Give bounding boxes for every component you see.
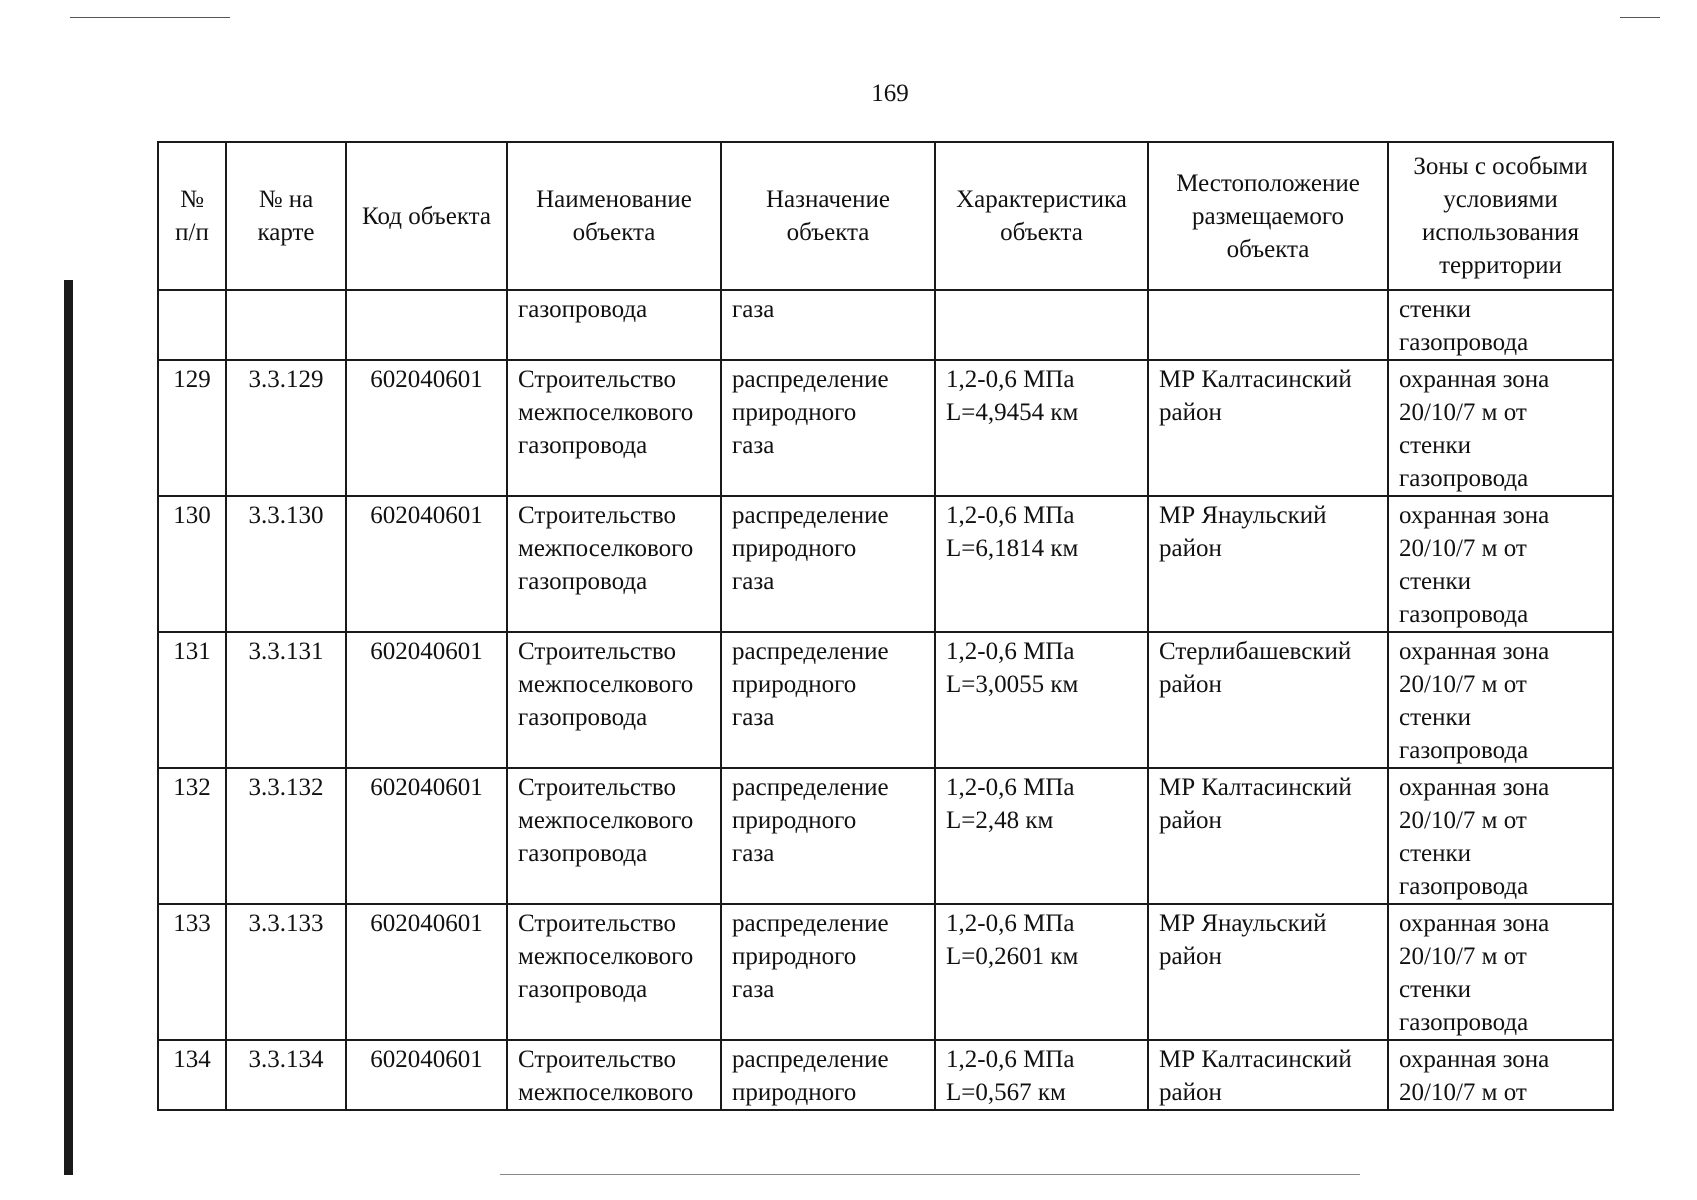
cell-line: межпоселкового	[518, 943, 694, 970]
column-header-map_no	[226, 142, 346, 290]
cell-line: L=4,9454 км	[946, 399, 1079, 426]
table-row	[158, 360, 1613, 496]
cell-num: 130	[158, 496, 226, 632]
cell-name	[507, 904, 721, 1040]
cell-line: природного	[732, 1079, 857, 1106]
cell-line: МР Янаульский	[1159, 502, 1327, 529]
cell-characteristic	[935, 904, 1148, 1040]
table-row	[158, 290, 1613, 360]
cell-line: МР Калтасинский	[1159, 366, 1352, 393]
page-number: 169	[871, 80, 909, 107]
cell-purpose	[721, 360, 935, 496]
cell-line: район	[1159, 671, 1222, 698]
cell-line: природного	[732, 943, 857, 970]
cell-line: газа	[732, 432, 775, 459]
cell-purpose	[721, 768, 935, 904]
cell-line: 1,2-0,6 МПа	[946, 774, 1075, 801]
cell-line: 20/10/7 м от	[1399, 943, 1527, 970]
cell-location	[1148, 768, 1388, 904]
cell-line: газопровода	[1399, 737, 1529, 764]
cell-location	[1148, 904, 1388, 1040]
cell-code	[346, 290, 507, 360]
cell-line: L=0,2601 км	[946, 943, 1079, 970]
cell-purpose	[721, 632, 935, 768]
cell-num: 129	[158, 360, 226, 496]
cell-line: газопровода	[1399, 329, 1529, 356]
cell-line: распределение	[732, 366, 889, 393]
cell-location	[1148, 632, 1388, 768]
column-header-code	[346, 142, 507, 290]
cell-line: стенки	[1399, 432, 1472, 459]
cell-line: природного	[732, 671, 857, 698]
cell-line: природного	[732, 399, 857, 426]
cell-line: охранная зона	[1399, 774, 1550, 801]
cell-line: L=6,1814 км	[946, 535, 1079, 562]
cell-location	[1148, 496, 1388, 632]
cell-line: охранная зона	[1399, 502, 1550, 529]
cell-line: 20/10/7 м от	[1399, 1079, 1527, 1106]
cell-line: стенки	[1399, 840, 1472, 867]
cell-line: газопровода	[518, 296, 648, 323]
cell-purpose	[721, 904, 935, 1040]
column-header-line: Зоны с особыми	[1413, 153, 1588, 180]
cell-line: газа	[732, 296, 775, 323]
cell-zones	[1388, 1040, 1613, 1110]
table-body	[158, 290, 1613, 1110]
cell-line: стенки	[1399, 976, 1472, 1003]
cell-name	[507, 290, 721, 360]
cell-zones	[1388, 768, 1613, 904]
cell-line: район	[1159, 807, 1222, 834]
cell-line: природного	[732, 535, 857, 562]
cell-num	[158, 290, 226, 360]
cell-line: распределение	[732, 774, 889, 801]
column-header-line: №	[180, 186, 204, 213]
table-row	[158, 496, 1613, 632]
cell-location	[1148, 290, 1388, 360]
cell-map_no: 3.3.131	[226, 632, 346, 768]
cell-line: Строительство	[518, 502, 677, 529]
cell-line: 20/10/7 м от	[1399, 399, 1527, 426]
cell-zones	[1388, 632, 1613, 768]
cell-characteristic	[935, 1040, 1148, 1110]
cell-line: район	[1159, 1079, 1222, 1106]
cell-code: 602040601	[346, 1040, 507, 1110]
cell-num: 132	[158, 768, 226, 904]
cell-line: межпоселкового	[518, 399, 694, 426]
column-header-zones	[1388, 142, 1613, 290]
cell-characteristic	[935, 290, 1148, 360]
cell-name	[507, 768, 721, 904]
cell-line: газа	[732, 568, 775, 595]
cell-purpose	[721, 496, 935, 632]
cell-num: 134	[158, 1040, 226, 1110]
cell-code: 602040601	[346, 496, 507, 632]
cell-line: газопровода	[1399, 1009, 1529, 1036]
column-header-location	[1148, 142, 1388, 290]
cell-line: распределение	[732, 638, 889, 665]
cell-line: охранная зона	[1399, 910, 1550, 937]
table-row	[158, 632, 1613, 768]
cell-code: 602040601	[346, 768, 507, 904]
cell-line: межпоселкового	[518, 671, 694, 698]
cell-line: Строительство	[518, 774, 677, 801]
column-header-line: Местоположение	[1176, 169, 1360, 197]
cell-line: межпоселкового	[518, 535, 694, 562]
cell-line: газопровода	[518, 568, 648, 595]
column-header-line: территории	[1439, 252, 1562, 279]
cell-name	[507, 496, 721, 632]
cell-map_no: 3.3.132	[226, 768, 346, 904]
cell-map_no: 3.3.129	[226, 360, 346, 496]
cell-map_no: 3.3.134	[226, 1040, 346, 1110]
cell-line: Строительство	[518, 638, 677, 665]
table-row	[158, 1040, 1613, 1110]
cell-code: 602040601	[346, 904, 507, 1040]
cell-line: газопровода	[1399, 873, 1529, 900]
cell-zones	[1388, 360, 1613, 496]
cell-line: Строительство	[518, 366, 677, 393]
cell-line: 20/10/7 м от	[1399, 535, 1527, 562]
cell-characteristic	[935, 360, 1148, 496]
cell-line: 1,2-0,6 МПа	[946, 910, 1075, 937]
cell-location	[1148, 1040, 1388, 1110]
cell-line: 20/10/7 м от	[1399, 807, 1527, 834]
column-header-line: № на	[258, 186, 314, 213]
cell-line: газопровода	[518, 704, 648, 731]
cell-zones	[1388, 290, 1613, 360]
cell-line: газопровода	[1399, 601, 1529, 628]
column-header-line: использования	[1422, 219, 1579, 246]
cell-line: газопровода	[1399, 465, 1529, 492]
cell-zones	[1388, 496, 1613, 632]
cell-line: стенки	[1399, 296, 1472, 323]
cell-line: газа	[732, 840, 775, 867]
cell-line: L=3,0055 км	[946, 671, 1079, 698]
cell-line: газопровода	[518, 976, 648, 1003]
cell-line: межпоселкового	[518, 1079, 694, 1106]
cell-line: газопровода	[518, 840, 648, 867]
cell-line: 20/10/7 м от	[1399, 671, 1527, 698]
cell-line: Строительство	[518, 910, 677, 937]
cell-characteristic	[935, 768, 1148, 904]
column-header-line: условиями	[1443, 186, 1558, 213]
cell-characteristic	[935, 496, 1148, 632]
cell-num: 131	[158, 632, 226, 768]
column-header-line: объекта	[1000, 219, 1083, 246]
cell-line: МР Янаульский	[1159, 910, 1327, 937]
column-header-line: объекта	[786, 219, 870, 246]
cell-code: 602040601	[346, 360, 507, 496]
cell-line: L=2,48 км	[946, 807, 1054, 834]
cell-line: район	[1159, 399, 1222, 426]
cell-line: стенки	[1399, 704, 1472, 731]
cell-zones	[1388, 904, 1613, 1040]
cell-line: газа	[732, 976, 775, 1003]
cell-line: распределение	[732, 502, 889, 529]
cell-map_no: 3.3.130	[226, 496, 346, 632]
cell-line: район	[1159, 943, 1222, 970]
column-header-line: карте	[257, 219, 315, 246]
cell-line: охранная зона	[1399, 1046, 1550, 1073]
cell-map_no	[226, 290, 346, 360]
column-header-line: п/п	[175, 219, 209, 246]
cell-line: распределение	[732, 910, 889, 937]
cell-line: 1,2-0,6 МПа	[946, 1046, 1075, 1073]
cell-location	[1148, 360, 1388, 496]
column-header-line: размещаемого	[1192, 202, 1344, 230]
cell-num: 133	[158, 904, 226, 1040]
scan-edge-line-top-left	[70, 17, 230, 18]
column-header-line: объекта	[572, 219, 656, 246]
cell-line: район	[1159, 535, 1222, 562]
cell-name	[507, 632, 721, 768]
cell-line: 1,2-0,6 МПа	[946, 366, 1075, 393]
column-header-line: объекта	[1226, 235, 1310, 263]
cell-name	[507, 1040, 721, 1110]
cell-line: МР Калтасинский	[1159, 1046, 1352, 1073]
column-header-line: Наименование	[536, 186, 692, 213]
table-row	[158, 768, 1613, 904]
cell-line: Строительство	[518, 1046, 677, 1073]
cell-characteristic	[935, 632, 1148, 768]
cell-line: охранная зона	[1399, 366, 1550, 393]
scan-edge-line-top-right	[1620, 17, 1660, 18]
column-header-purpose	[721, 142, 935, 290]
scan-edge-line-bottom	[500, 1174, 1360, 1175]
cell-line: 1,2-0,6 МПа	[946, 638, 1075, 665]
column-header-num	[158, 142, 226, 290]
cell-line: L=0,567 км	[946, 1079, 1066, 1106]
cell-line: 1,2-0,6 МПа	[946, 502, 1075, 529]
cell-line: природного	[732, 807, 857, 834]
cell-line: Стерлибашевский	[1159, 638, 1352, 665]
column-header-line: Назначение	[765, 186, 891, 213]
cell-purpose	[721, 1040, 935, 1110]
cell-line: межпоселкового	[518, 807, 694, 834]
cell-code: 602040601	[346, 632, 507, 768]
table-header-row	[158, 142, 1613, 290]
cell-map_no: 3.3.133	[226, 904, 346, 1040]
scan-edge-bar-left	[64, 280, 73, 1175]
cell-line: МР Калтасинский	[1159, 774, 1352, 801]
column-header-line: Характеристика	[956, 186, 1127, 213]
cell-line: распределение	[732, 1046, 889, 1073]
objects-table	[157, 141, 1614, 1111]
cell-name	[507, 360, 721, 496]
cell-line: стенки	[1399, 568, 1472, 595]
cell-line: газа	[732, 704, 775, 731]
table-row	[158, 904, 1613, 1040]
column-header-name	[507, 142, 721, 290]
cell-purpose	[721, 290, 935, 360]
cell-line: охранная зона	[1399, 638, 1550, 665]
column-header-line: Код объекта	[362, 202, 491, 230]
cell-line: газопровода	[518, 432, 648, 459]
column-header-characteristic	[935, 142, 1148, 290]
